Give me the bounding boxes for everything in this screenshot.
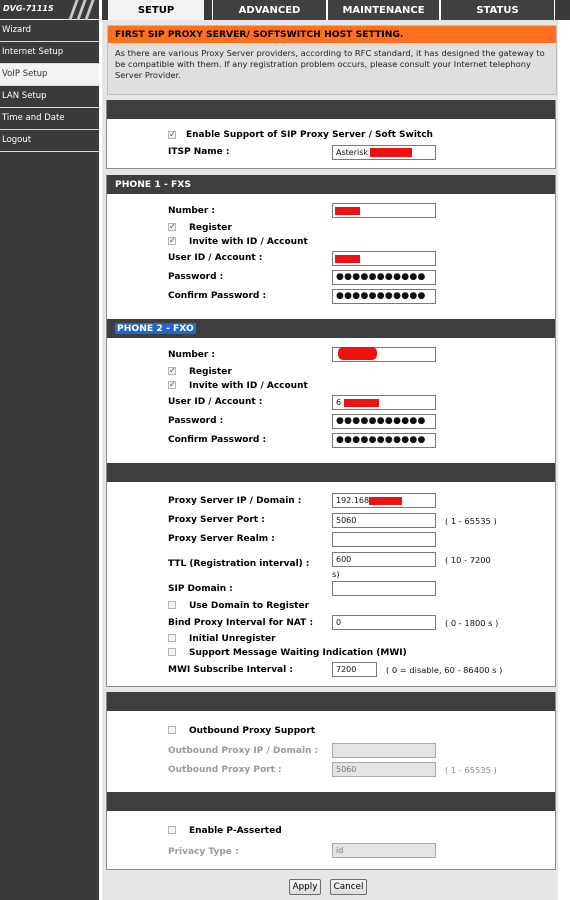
proxy-port-input[interactable]: 5060 — [332, 513, 436, 528]
phone2-section — [106, 319, 556, 478]
passerted-label: Enable P-Asserted — [189, 826, 282, 836]
outbound-ip-label: Outbound Proxy IP / Domain : — [168, 746, 319, 756]
sidebar-item-voip-setup[interactable]: VoIP Setup — [0, 64, 99, 86]
section-header — [107, 692, 555, 711]
main-content — [102, 20, 558, 900]
sidebar — [0, 20, 99, 900]
redaction-mark — [335, 207, 360, 215]
bind-interval-label: Bind Proxy Interval for NAT : — [168, 618, 314, 628]
itsp-name-label: ITSP Name : — [168, 147, 230, 157]
outbound-support-checkbox[interactable] — [168, 726, 176, 734]
phone2-register-label: Register — [189, 367, 232, 377]
section-header — [107, 792, 555, 811]
tab-advanced[interactable]: ADVANCED — [212, 0, 327, 20]
page-title: FIRST SIP PROXY SERVER/ SOFTSWITCH HOST SETTING. — [108, 26, 556, 43]
passerted-checkbox[interactable] — [168, 826, 176, 834]
section-header — [107, 100, 555, 119]
phone1-password-input[interactable]: ●●●●●●●●●●● — [332, 270, 436, 285]
ttl-input[interactable]: 600 — [332, 552, 436, 567]
sidebar-item-time-and-date[interactable]: Time and Date — [0, 108, 99, 130]
sidebar-item-internet-setup[interactable]: Internet Setup — [0, 42, 99, 64]
outbound-port-label: Outbound Proxy Port : — [168, 765, 282, 775]
phone2-header — [107, 319, 555, 338]
phone2-confirm-input[interactable]: ●●●●●●●●●●● — [332, 433, 436, 448]
phone1-header: PHONE 1 - FXS — [107, 175, 555, 194]
use-domain-checkbox[interactable] — [168, 601, 176, 609]
initial-unregister-checkbox[interactable] — [168, 634, 176, 642]
mwi-interval-input[interactable]: 7200 — [332, 662, 377, 677]
tab-status[interactable]: STATUS — [440, 0, 555, 20]
proxy-section — [106, 463, 556, 687]
phone1-register-checkbox[interactable]: ✓ — [169, 222, 176, 231]
phone2-title: PHONE 2 - FXO — [117, 323, 194, 334]
proxy-realm-label: Proxy Server Realm : — [168, 534, 275, 544]
bind-interval-range: ( 0 - 1800 s ) — [445, 618, 499, 628]
phone2-password-input[interactable]: ●●●●●●●●●●● — [332, 414, 436, 429]
proxy-ip-input[interactable]: 192.168 — [332, 493, 436, 508]
sidebar-item-logout[interactable]: Logout — [0, 130, 99, 152]
proxy-realm-input[interactable] — [332, 532, 436, 547]
cancel-button[interactable]: Cancel — [330, 879, 367, 895]
outbound-section — [106, 692, 556, 807]
phone1-userid-label: User ID / Account : — [168, 253, 263, 263]
device-model: DVG-7111S — [3, 4, 54, 13]
phone2-register-checkbox[interactable]: ✓ — [169, 366, 176, 375]
sip-enable-section — [106, 100, 556, 169]
initial-unregister-label: Initial Unregister — [189, 634, 276, 644]
phone1-password-label: Password : — [168, 272, 224, 282]
phone1-confirm-label: Confirm Password : — [168, 291, 267, 301]
sip-domain-input[interactable] — [332, 581, 436, 596]
apply-button[interactable]: Apply — [289, 879, 321, 895]
sip-domain-label: SIP Domain : — [168, 584, 233, 594]
redaction-mark — [344, 399, 379, 407]
phone2-userid-input[interactable]: 6 — [332, 395, 436, 410]
proxy-port-label: Proxy Server Port : — [168, 515, 265, 525]
info-box — [107, 25, 557, 95]
section-header — [107, 463, 555, 482]
redaction-mark — [335, 255, 360, 263]
phone2-number-label: Number : — [168, 350, 216, 360]
outbound-ip-input[interactable] — [332, 743, 436, 758]
logo — [0, 0, 99, 20]
info-description: As there are various Proxy Server providers, according to RFC standard, it has designed the gateway to be compatible with them. If any registration problem occurs, please consult your Internet telephony Server Provider. — [115, 48, 545, 80]
proxy-port-range: ( 1 - 65535 ) — [445, 516, 497, 526]
privacy-type-label: Privacy Type : — [168, 847, 239, 857]
phone1-section — [106, 175, 556, 334]
privacy-type-select[interactable]: id — [332, 843, 436, 858]
outbound-support-label: Outbound Proxy Support — [189, 726, 316, 736]
phone1-invite-checkbox[interactable]: ✓ — [169, 236, 176, 245]
passerted-section — [106, 792, 556, 870]
phone1-number-label: Number : — [168, 206, 216, 216]
bind-interval-input[interactable]: 0 — [332, 615, 436, 630]
outbound-port-input[interactable]: 5060 — [332, 762, 436, 777]
redaction-mark — [369, 497, 402, 505]
enable-sip-label: Enable Support of SIP Proxy Server / Soft Switch — [186, 130, 433, 140]
mwi-interval-label: MWI Subscribe Interval : — [168, 665, 293, 675]
itsp-name-input[interactable]: Asterisk — [332, 145, 436, 160]
redaction-mark — [370, 148, 412, 157]
sidebar-item-lan-setup[interactable]: LAN Setup — [0, 86, 99, 108]
tab-setup[interactable]: SETUP — [108, 0, 204, 20]
mwi-interval-range: ( 0 = disable, 60 - 86400 s ) — [386, 665, 503, 675]
sidebar-item-wizard[interactable]: Wizard — [0, 20, 99, 42]
phone1-invite-label: Invite with ID / Account — [189, 237, 308, 247]
ttl-range: ( 10 - 7200 — [445, 555, 491, 565]
phone2-invite-label: Invite with ID / Account — [189, 381, 308, 391]
enable-sip-checkbox[interactable]: ✓ — [169, 130, 176, 139]
phone2-invite-checkbox[interactable]: ✓ — [169, 380, 176, 389]
logo-stripe — [84, 0, 94, 20]
phone2-userid-label: User ID / Account : — [168, 397, 263, 407]
ttl-label: TTL (Registration interval) : — [168, 559, 310, 569]
mwi-support-label: Support Message Waiting Indication (MWI) — [189, 648, 407, 658]
outbound-port-range: ( 1 - 65535 ) — [445, 765, 497, 775]
use-domain-label: Use Domain to Register — [189, 601, 310, 611]
phone1-confirm-input[interactable]: ●●●●●●●●●●● — [332, 289, 436, 304]
proxy-ip-label: Proxy Server IP / Domain : — [168, 496, 302, 506]
mwi-support-checkbox[interactable] — [168, 648, 176, 656]
phone1-register-label: Register — [189, 223, 232, 233]
ttl-range-unit: s) — [332, 569, 340, 579]
phone2-confirm-label: Confirm Password : — [168, 435, 267, 445]
redaction-mark — [338, 347, 377, 360]
phone2-password-label: Password : — [168, 416, 224, 426]
tab-maintenance[interactable]: MAINTENANCE — [327, 0, 440, 20]
